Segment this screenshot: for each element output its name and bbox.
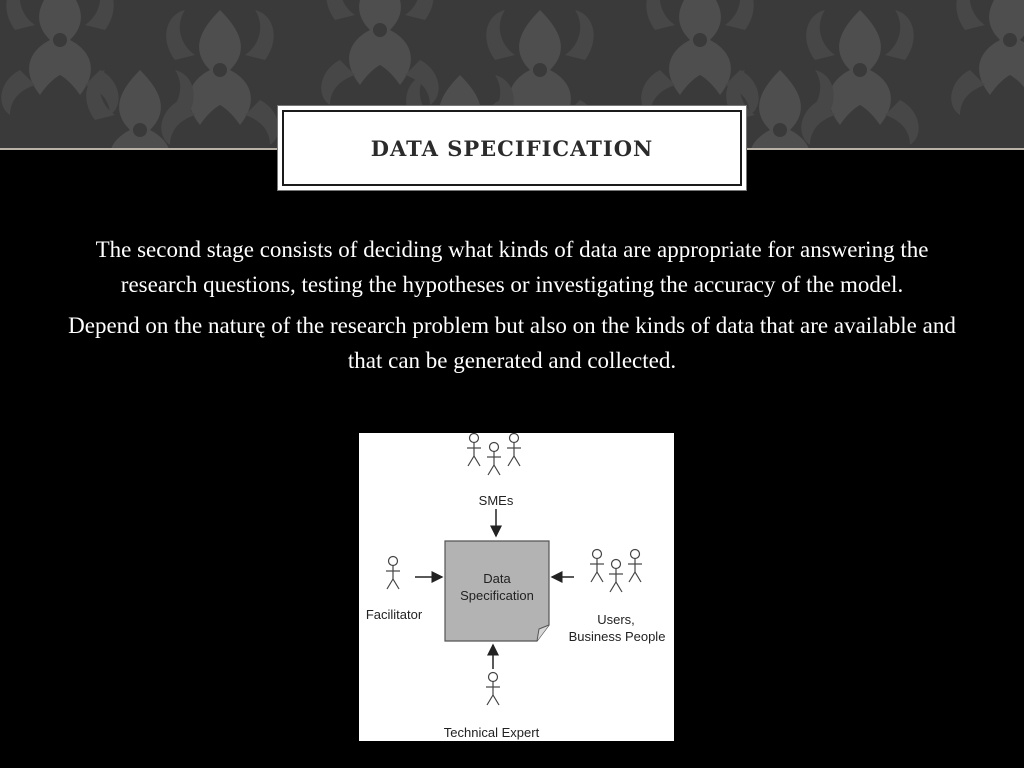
paragraph-1: The second stage consists of deciding what kinds of data are appropriate for answering the research questions, testing the hypotheses or investigating the accuracy of the model.: [95, 237, 929, 297]
technical-expert-person-icon: [486, 673, 500, 706]
smes-people-icon: [467, 434, 521, 476]
facilitator-label: Facilitator: [365, 607, 423, 622]
facilitator-person-icon: [386, 557, 400, 590]
smes-label: SMEs: [478, 493, 514, 508]
paragraph-2: Depend on the naturę of the research problem but also on the kinds of data that are available and that can be generated and collected.: [68, 313, 956, 373]
slide-title: DATA SPECIFICATION: [370, 135, 654, 161]
center-label-line2: Specification: [460, 588, 534, 603]
users-label-line2: Business People: [568, 629, 666, 644]
technical-expert-label: Technical Expert: [443, 725, 540, 740]
body-text: [60, 232, 964, 384]
center-label-line1: Data: [483, 571, 511, 586]
users-people-icon: [590, 550, 642, 593]
users-label-line1: Users,: [597, 612, 635, 627]
data-specification-diagram: [359, 433, 674, 741]
title-box: [277, 105, 747, 191]
